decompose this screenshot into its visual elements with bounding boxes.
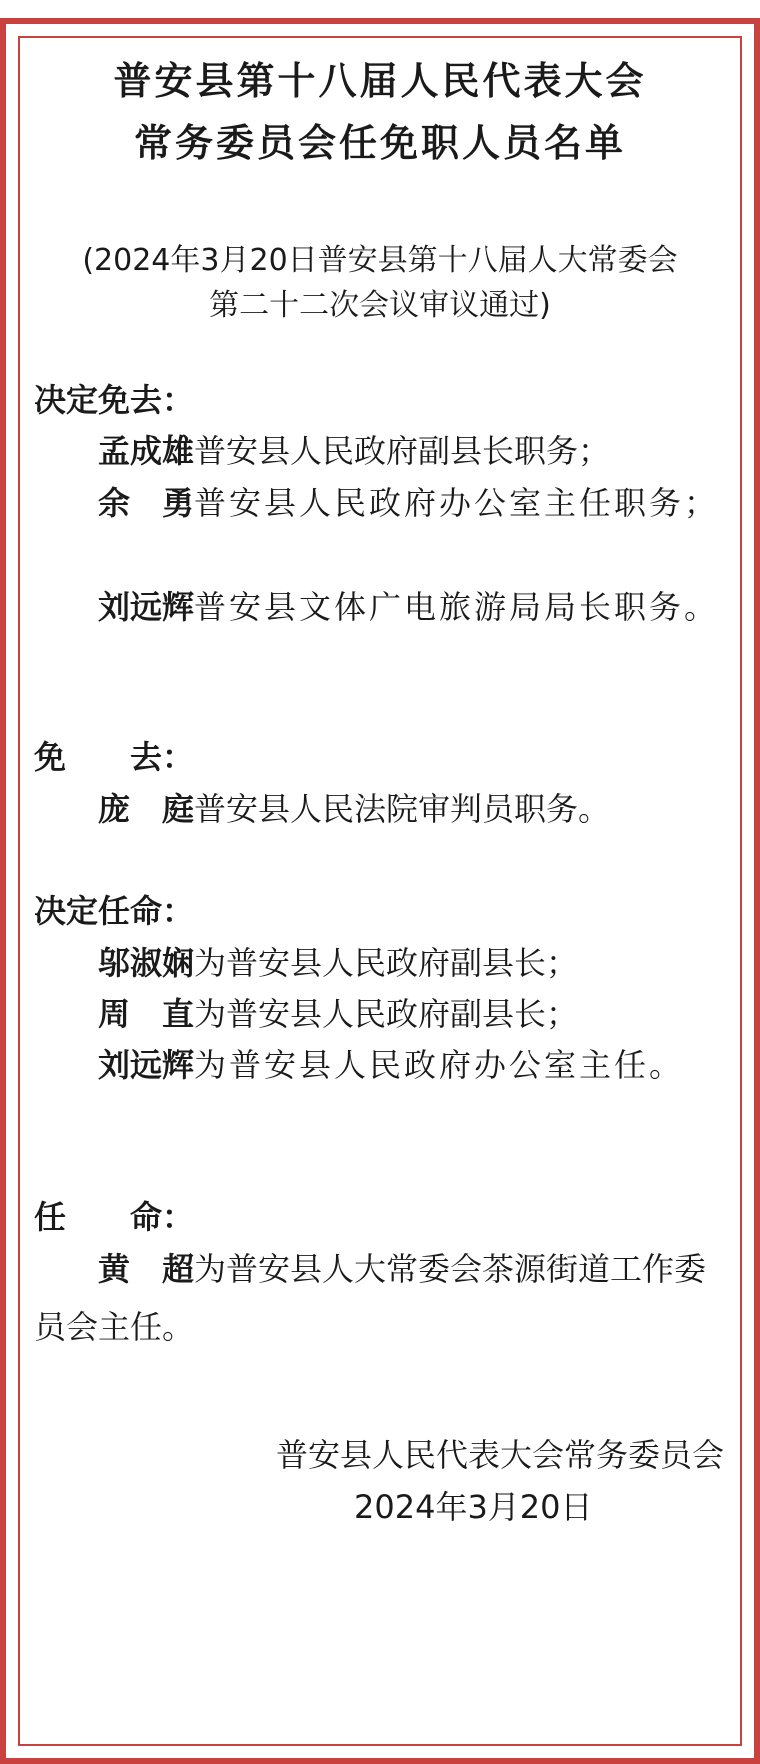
person-name: 孟成雄 — [98, 432, 195, 470]
list-item — [34, 422, 724, 480]
person-name: 庞 庭 — [98, 790, 195, 828]
list-item — [34, 1240, 724, 1356]
list-item — [34, 780, 724, 838]
list-item — [34, 985, 724, 1043]
signature-date: 2024年3月20日 — [354, 1488, 593, 1526]
person-name: 周 直 — [98, 995, 195, 1033]
person-name: 刘远辉 — [98, 588, 195, 626]
person-name: 黄 超 — [98, 1250, 195, 1288]
list-item — [34, 934, 724, 992]
item-text: 普安县文体广电旅游局局长职务。 — [194, 588, 720, 626]
list-item — [34, 1036, 724, 1094]
subtitle-line-1: (2024年3月20日普安县第十八届人大常委会 — [82, 243, 678, 278]
item-text: 普安县人民法院审判员职务。 — [194, 790, 611, 828]
section-decide-appoint: 决定任命： — [34, 892, 195, 930]
item-text: 为普安县人民政府副县长； — [194, 944, 579, 982]
title-line-1: 普安县第十八届人民代表大会 — [113, 59, 647, 103]
person-name: 余 勇 — [98, 484, 195, 522]
subtitle-line-2: 第二十二次会议审议通过) — [209, 288, 551, 323]
section-appoint: 任 命： — [34, 1198, 195, 1236]
item-text: 为普安县人民政府副县长； — [194, 995, 579, 1033]
section-decide-remove: 决定免去： — [34, 381, 195, 419]
item-text: 普安县人民政府副县长职务； — [194, 432, 611, 470]
list-item — [34, 578, 724, 636]
section-remove: 免 去： — [34, 738, 195, 776]
item-text: 普安县人民政府办公室主任职务； — [194, 484, 720, 522]
item-text: 为普安县人民政府办公室主任。 — [194, 1046, 685, 1084]
title-line-2: 常务委员会任免职人员名单 — [133, 121, 626, 165]
list-item — [34, 474, 724, 532]
person-name: 邬淑娴 — [98, 944, 195, 982]
person-name: 刘远辉 — [98, 1046, 195, 1084]
item-text: 为普安县人大常委会茶源街道工作委员会主任。 — [34, 1250, 707, 1346]
signature-organization: 普安县人民代表大会常务委员会 — [275, 1436, 724, 1474]
